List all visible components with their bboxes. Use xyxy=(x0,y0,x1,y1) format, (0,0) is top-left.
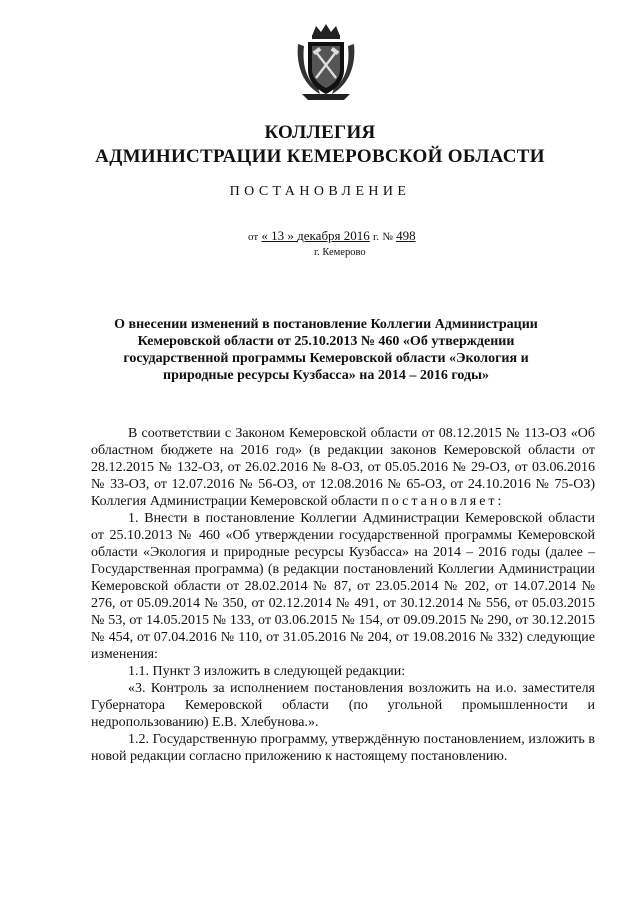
document-type: ПОСТАНОВЛЕНИЕ xyxy=(229,184,411,199)
preamble-verb: постановляет: xyxy=(381,494,505,509)
preamble-text: В соответствии с Законом Кемеровской области от 08.12.2015 № 113-ОЗ «Об областном бюджете на 2016 год» (в редакции законов Кемеровской области от 28.12.2015 № 132-ОЗ, от 26.02.2016 № 8-ОЗ, от 05.05.2016 № 29-ОЗ, от 03.06.2016 № 33-ОЗ, от 12.07.2016 № 56-ОЗ, от 12.08.2016 № 65-ОЗ, от 24.10.2016 № 75-ОЗ) Коллегия Администрации Кемеровской области xyxy=(91,426,595,509)
date-number-line xyxy=(248,228,416,244)
paragraph-1-2: 1.2. Государственную программу, утверждённую постановлением, изложить в новой редакции согласно приложению к настоящему постановлению. xyxy=(91,732,595,764)
date-close-quote: » xyxy=(287,228,294,243)
date-open-quote: « xyxy=(261,228,268,243)
paragraph-1-1: 1.1. Пункт 3 изложить в следующей редакции: xyxy=(128,664,406,679)
document-body xyxy=(91,425,595,765)
date-value xyxy=(261,228,369,243)
number-sign: № xyxy=(382,231,393,243)
date-prefix: от xyxy=(248,231,259,243)
document-number: 498 xyxy=(396,228,416,243)
date-month-year: декабря 2016 xyxy=(297,228,370,243)
date-day: 13 xyxy=(271,228,285,243)
date-year-suffix: г. xyxy=(373,231,380,243)
paragraph-1: 1. Внести в постановление Коллегии Администрации Кемеровской области от 25.10.2013 № 460 «Об утверждении государственной программы Кемеровской области «Экология и природные ресурсы Кузбасса» на 2014 – 2016 годы (далее – Государственная программа) (в редакции постановлений Коллегии Администрации Кемеровской области от 28.02.2014 № 87, от 23.05.2014 № 202, от 14.07.2014 № 276, от 05.09.2014 № 350, от 02.12.2014 № 491, от 30.12.2014 № 556, от 05.03.2015 № 53, от 14.05.2015 № 133, от 03.06.2015 № 154, от 09.09.2015 № 290, от 30.12.2015 № 454, от 07.04.2016 № 110, от 31.05.2016 № 204, от 19.08.2016 № 332) следующие изменения: xyxy=(91,511,595,662)
paragraph-preamble xyxy=(91,425,595,510)
org-name-line2: АДМИНИСТРАЦИИ КЕМЕРОВСКОЙ ОБЛАСТИ xyxy=(95,146,545,167)
org-name-line1: КОЛЛЕГИЯ xyxy=(264,122,376,143)
document-title: О внесении изменений в постановление Коллегии Администрации Кемеровской области от 25.10.2013 № 460 «Об утверждении государственной программы Кемеровской области «Экология и природные ресурсы Кузбасса» на 2014 – 2016 годы» xyxy=(114,317,538,383)
paragraph-quote: «3. Контроль за исполнением постановления возложить на и.о. заместителя Губернатора Кемеровской области (по угольной промышленности и недропользованию) Е.В. Хлебунова.». xyxy=(91,681,595,730)
city: г. Кемерово xyxy=(314,247,366,258)
coat-of-arms-emblem xyxy=(294,22,358,102)
